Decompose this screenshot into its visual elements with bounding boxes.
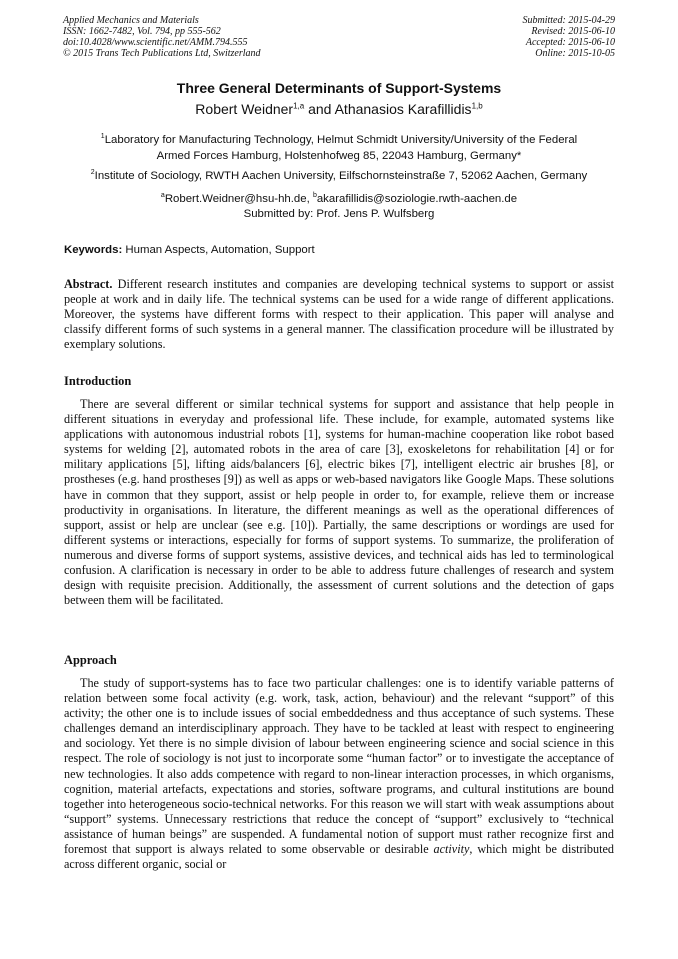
author-1-sup: 1,a: [293, 101, 305, 111]
revised-date: Revised: 2015-06-10: [531, 26, 615, 37]
approach-paragraph: [64, 676, 614, 872]
author-2: Athanasios Karafillidis: [334, 101, 472, 117]
approach-body: [64, 676, 614, 872]
abstract: [64, 277, 614, 352]
journal-info: [63, 15, 261, 59]
keywords-line: [64, 244, 315, 256]
affiliation-1-line-1: Laboratory for Manufacturing Technology, Helmut Schmidt University/University of the Federal: [104, 133, 578, 146]
publication-dates: [523, 15, 616, 59]
approach-italic-activity: activity: [433, 842, 470, 857]
email-line: [60, 188, 618, 207]
doi-line: doi:10.4028/www.scientific.net/AMM.794.555: [63, 37, 248, 48]
copyright-line: © 2015 Trans Tech Publications Ltd, Switzerland: [63, 48, 261, 59]
introduction-body: [64, 397, 614, 608]
submitted-by: Submitted by: Prof. Jens P. Wulfsberg: [243, 208, 435, 220]
keywords-text: Human Aspects, Automation, Support: [122, 244, 315, 256]
journal-name: Applied Mechanics and Materials: [63, 15, 199, 26]
affiliation-1-line-2: Armed Forces Hamburg, Holstenhofweg 85, 22043 Hamburg, Germany*: [156, 149, 522, 162]
paper-title: Three General Determinants of Support-Systems: [176, 80, 502, 96]
email-b-sup: b: [312, 192, 317, 199]
accepted-date: Accepted: 2015-06-10: [525, 37, 615, 48]
affiliation-2-text: Institute of Sociology, RWTH Aachen University, Eilfschornsteinstraße 7, 52062 Aachen, Germany: [94, 169, 588, 182]
email-a: Robert.Weidner@hsu-hh.de,: [164, 192, 313, 205]
introduction-heading: Introduction: [64, 374, 132, 388]
issn-line: ISSN: 1662-7482, Vol. 794, pp 555-562: [63, 26, 221, 37]
approach-heading: Approach: [64, 653, 117, 667]
abstract-label: Abstract.: [64, 277, 113, 291]
affiliation-2: [60, 165, 618, 184]
author-1: Robert Weidner: [195, 101, 294, 117]
affiliation-1: [60, 129, 618, 164]
approach-text-after: , which might be distributed across different organic, social or: [64, 842, 614, 872]
introduction-paragraph: There are several different or similar technical systems for support and assistance that help people in different situations in everyday and professional life. These include, for example, automated systems like applications with autonomous industrial robots [1], systems for human-machine cooperation like robot based systems for welding [2], automated robots in the area of care [3], exoskeletons for rehabilitation [4] or for military applications [5], lifting aids/balancers [6], electric bikes [7], intelligent electric air brushes [8], or prostheses (e.g. hand prostheses [9]) as well as apps or web-based navigators like Google Maps. These solutions have in common that they support, assist or help people in order to, for example, relieve them or increase productivity in organisations. In literature, the different meanings as well as the operational differences of support, assist or help are unclear (see e.g. [10]). Partially, the same descriptions or wordings are used for different systems or interactions, especially for forms of support systems. To summarize, the proliferation of numerous and diverse forms of support systems, assistive devices, and technical aids has led to terminological confusion. A clarification is necessary in order to be able to address future challenges of research and system design with requisite precision. Additionally, the assessment of current solutions and the detection of gaps between them will be facilitated.: [64, 397, 614, 608]
online-date: Online: 2015-10-05: [535, 48, 615, 59]
affiliation-1-sup: 1: [100, 133, 105, 140]
author-conjunction: and: [304, 101, 335, 117]
author-2-sup: 1,b: [471, 101, 483, 111]
keywords-label: Keywords:: [64, 244, 123, 256]
abstract-text: Different research institutes and companies are developing technical systems to support or assist people at work and in daily life. The technical systems can be used for a wide range of different applications. Moreover, the systems have different forms with respect to their application. This paper will analyse and classify different forms of such systems in a general manner. The classification procedure will be illustrated by exemplary solutions.: [64, 277, 614, 352]
approach-text-before: The study of support-systems has to face two particular challenges: one is to identify variable patterns of relation between some focal activity (e.g. work, task, action, behaviour) and the relevant “support” of this activity; the other one is to include issues of social embeddedness and thus acceptance of such systems. These challenges demand an interdisciplinary approach. They have to be tackled at least with respect to engineering and sociology. Yet there is no simple division of labour between engineering science and social science in this respect. The role of sociology is not just to incorporate some “human factor” or to investigate the acceptance of new technologies. It also adds competence with regard to non-linear interaction processes, in which organisms, cognition, material artefacts, expectations and stories, software programs, and cultural institutions are bound together into heterogeneous socio-technical networks. For this reason we will start with weak assumptions about “support” systems. Unnecessary restrictions that reduce the concept of “support” exclusively to “technical assistance of human beings” are suspended. A fundamental notion of support must rather recognize first and foremost that support is always related to some observable or desirable: [64, 676, 614, 857]
email-b: akarafillidis@soziologie.rwth-aachen.de: [316, 192, 518, 205]
author-line: [0, 101, 678, 117]
affiliation-2-sup: 2: [90, 169, 95, 176]
submitted-date: Submitted: 2015-04-29: [522, 15, 615, 26]
email-a-sup: a: [160, 192, 165, 199]
